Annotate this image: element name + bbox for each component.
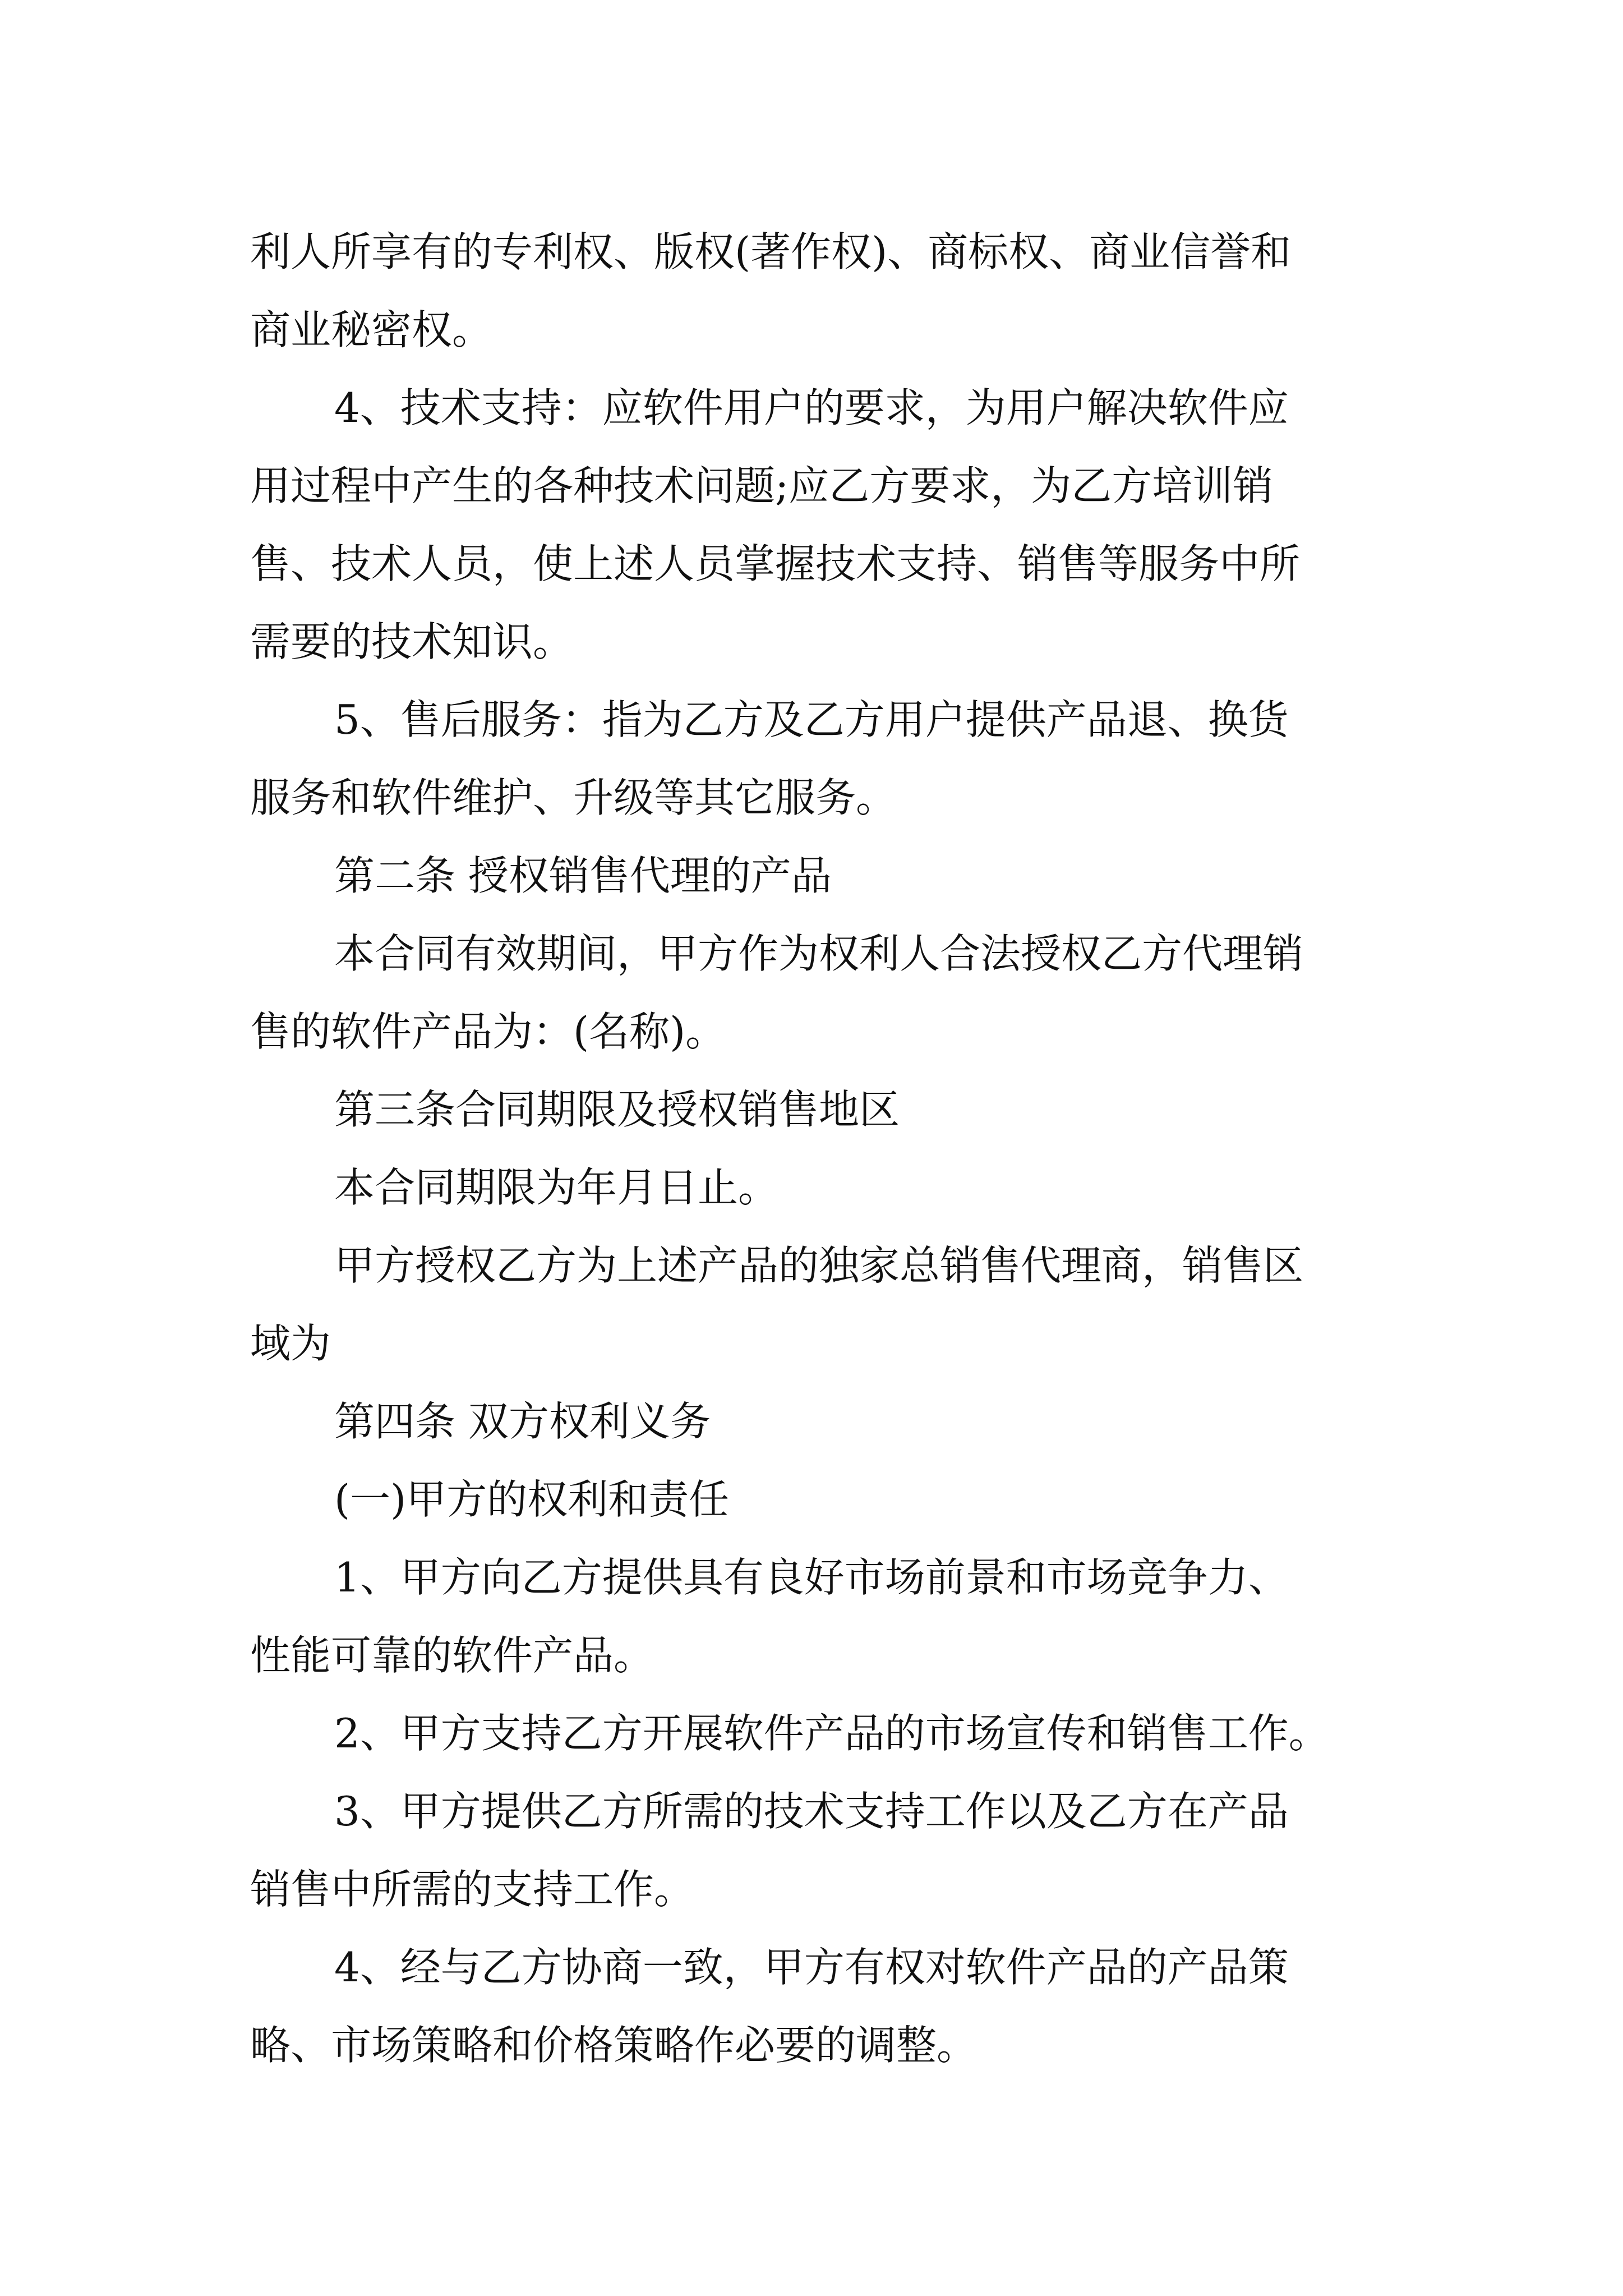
- paragraph-line: 商业秘密权。: [250, 306, 493, 353]
- paragraph: [250, 837, 1389, 915]
- paragraph: [250, 1227, 1389, 1383]
- paragraph: [250, 915, 1389, 1071]
- paragraph-line: 售的软件产品为：(名称)。: [250, 1008, 726, 1055]
- paragraph-line: 5、售后服务：指为乙方及乙方用户提供产品退、换货: [334, 696, 1289, 743]
- paragraph-line: 本合同有效期间，甲方作为权利人合法授权乙方代理销: [334, 930, 1304, 977]
- paragraph-line: 需要的技术知识。: [250, 618, 574, 665]
- paragraph: [250, 1149, 1389, 1227]
- paragraph-line: 4、经与乙方协商一致，甲方有权对软件产品的产品策: [334, 1944, 1289, 1991]
- paragraph: [250, 1539, 1389, 1695]
- paragraph-line: 售、技术人员，使上述人员掌握技术支持、销售等服务中所: [250, 540, 1301, 587]
- paragraph: [250, 213, 1389, 369]
- paragraph-line: 第四条 双方权利义务: [334, 1398, 711, 1445]
- paragraph-line: 利人所享有的专利权、版权(著作权)、商标权、商业信誉和: [250, 228, 1292, 275]
- paragraph: [250, 1773, 1389, 1929]
- paragraph: [250, 369, 1389, 681]
- paragraph-line: 3、甲方提供乙方所需的技术支持工作以及乙方在产品: [334, 1788, 1289, 1835]
- paragraph-line: 本合同期限为年月日止。: [334, 1164, 779, 1211]
- paragraph: [250, 681, 1389, 837]
- paragraph-line: 第三条合同期限及授权销售地区: [334, 1086, 900, 1133]
- paragraph: [250, 1461, 1389, 1539]
- paragraph-line: 甲方授权乙方为上述产品的独家总销售代理商，销售区: [334, 1242, 1304, 1289]
- paragraph: [250, 1071, 1389, 1149]
- paragraph-line: (一)甲方的权利和责任: [334, 1476, 730, 1523]
- paragraph-line: 1、甲方向乙方提供具有良好市场前景和市场竞争力、: [334, 1554, 1289, 1601]
- paragraph: [250, 1929, 1389, 2085]
- paragraph-line: 用过程中产生的各种技术问题;应乙方要求，为乙方培训销: [250, 462, 1274, 509]
- paragraph-line: 域为: [250, 1320, 331, 1367]
- paragraph-line: 第二条 授权销售代理的产品: [334, 852, 832, 899]
- paragraph-line: 略、市场策略和价格策略作必要的调整。: [250, 2022, 978, 2069]
- paragraph-line: 服务和软件维护、升级等其它服务。: [250, 774, 897, 821]
- paragraph: [250, 1383, 1389, 1461]
- paragraph-line: 2、甲方支持乙方开展软件产品的市场宣传和销售工作。: [334, 1710, 1329, 1757]
- document-body: [250, 213, 1389, 2085]
- paragraph-line: 4、技术支持：应软件用户的要求，为用户解决软件应: [334, 384, 1289, 431]
- paragraph: [250, 1695, 1389, 1773]
- paragraph-line: 性能可靠的软件产品。: [250, 1632, 654, 1679]
- paragraph-line: 销售中所需的支持工作。: [250, 1866, 695, 1913]
